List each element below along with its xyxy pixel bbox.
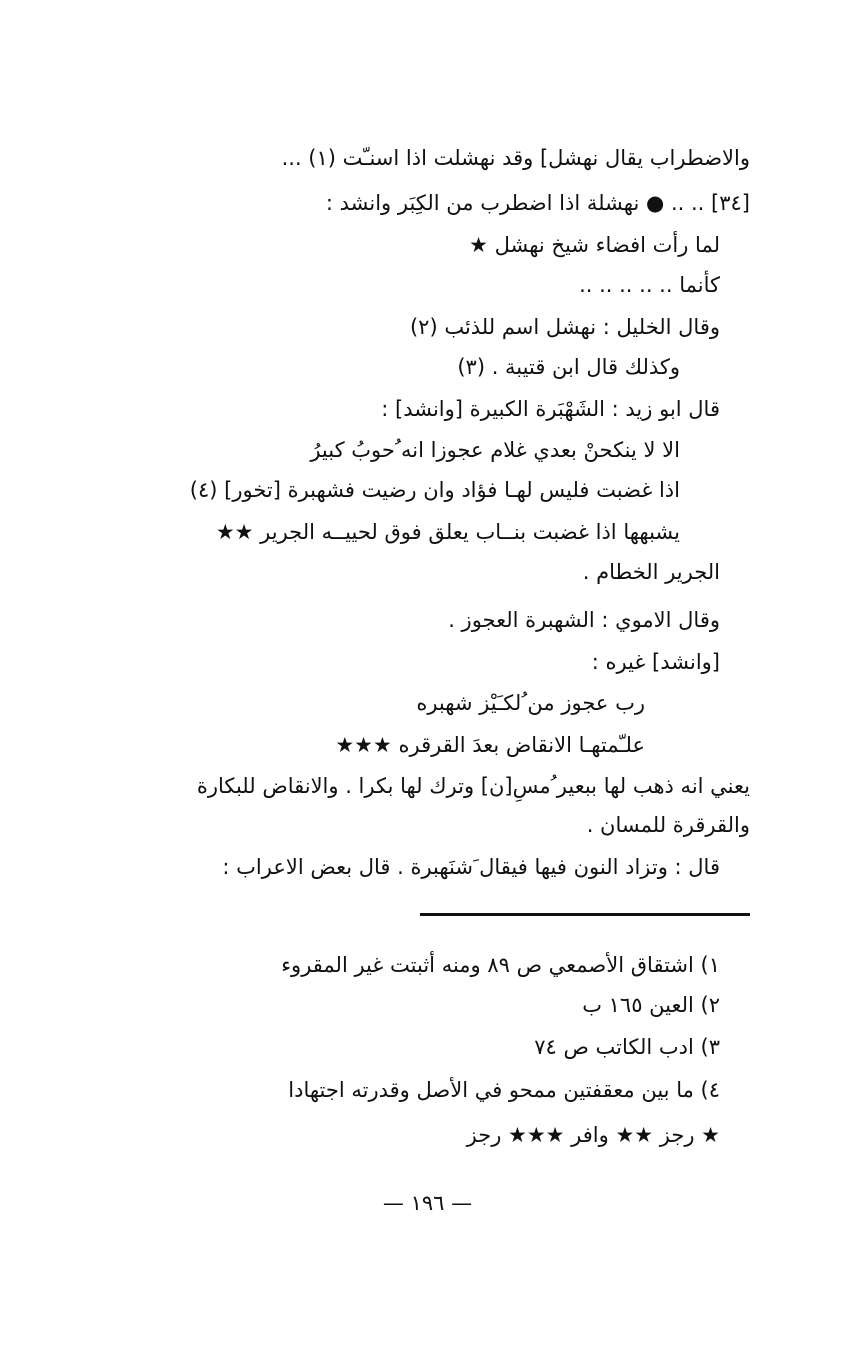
text-line-5: قال ابو زيد : الشَهْبَرة الكبيرة [وانشد] :	[381, 397, 720, 421]
text-line-2: [٣٤] .. .. ● نهشلة اذا اضطرب من الكِبَر وانشد :	[325, 191, 750, 215]
footnote-4: ٤) ما بين معقفتين ممحو في الأصل وقدرته اجتهادا	[288, 1078, 720, 1102]
footnote-3: ٣) ادب الكاتب ص ٧٤	[534, 1035, 720, 1059]
verse-line-1: لما رأت افضاء شيخ نهشل ★	[469, 233, 720, 257]
footnote-separator	[420, 913, 750, 916]
text-line-6: الجرير الخطام .	[582, 560, 720, 584]
text-line-4: وكذلك قال ابن قتيبة . (٣)	[457, 355, 680, 379]
footnote-1: ١) اشتقاق الأصمعي ص ٨٩ ومنه أثبتت غير المقروء	[281, 953, 720, 977]
text-line-7: وقال الاموي : الشهبرة العجوز .	[448, 608, 720, 632]
verse-line-2: كأنما .. .. .. .. ..	[579, 273, 720, 297]
verse-line-5: يشبهها اذا غضبت بنــاب يعلق فوق لحييــه الجرير ★★	[215, 520, 680, 544]
verse-line-4: اذا غضبت فليس لهـا فؤاد وان رضيت فشهبرة [تخور] (٤)	[189, 478, 680, 502]
text-line-9: يعني انه ذهب لها ببعير ُمسِ[ن] وترك لها بكرا . والانقاض للبكارة	[196, 774, 750, 798]
text-line-10: والقرقرة للمسان .	[586, 813, 750, 837]
verse-line-3: الا لا ينكحنْ بعدي غلام عجوزا انه ُحوبُ كبيرُ	[310, 438, 680, 462]
verse-line-7: علـّمتهـا الانقاض بعدَ القرقره ★★★	[335, 733, 645, 757]
page-number: — ١٩٦ —	[382, 1191, 473, 1215]
text-line-3: وقال الخليل : نهشل اسم للذئب (٢)	[409, 315, 720, 339]
text-line-1: والاضطراب يقال نهشل] وقد نهشلت اذا اسنـّت (١) ...	[281, 146, 750, 170]
text-line-8: [وانشد] غيره :	[591, 650, 720, 674]
footnote-meters: ★ رجز ★★ وافر ★★★ رجز	[466, 1123, 720, 1147]
text-line-11: قال : وتزاد النون فيها فيقال َشنَهبرة . قال بعض الاعراب :	[222, 855, 720, 879]
footnote-2: ٢) العين ١٦٥ ب	[582, 993, 720, 1017]
verse-line-6: رب عجوز من ُلكـَيْز شهبره	[416, 691, 645, 715]
